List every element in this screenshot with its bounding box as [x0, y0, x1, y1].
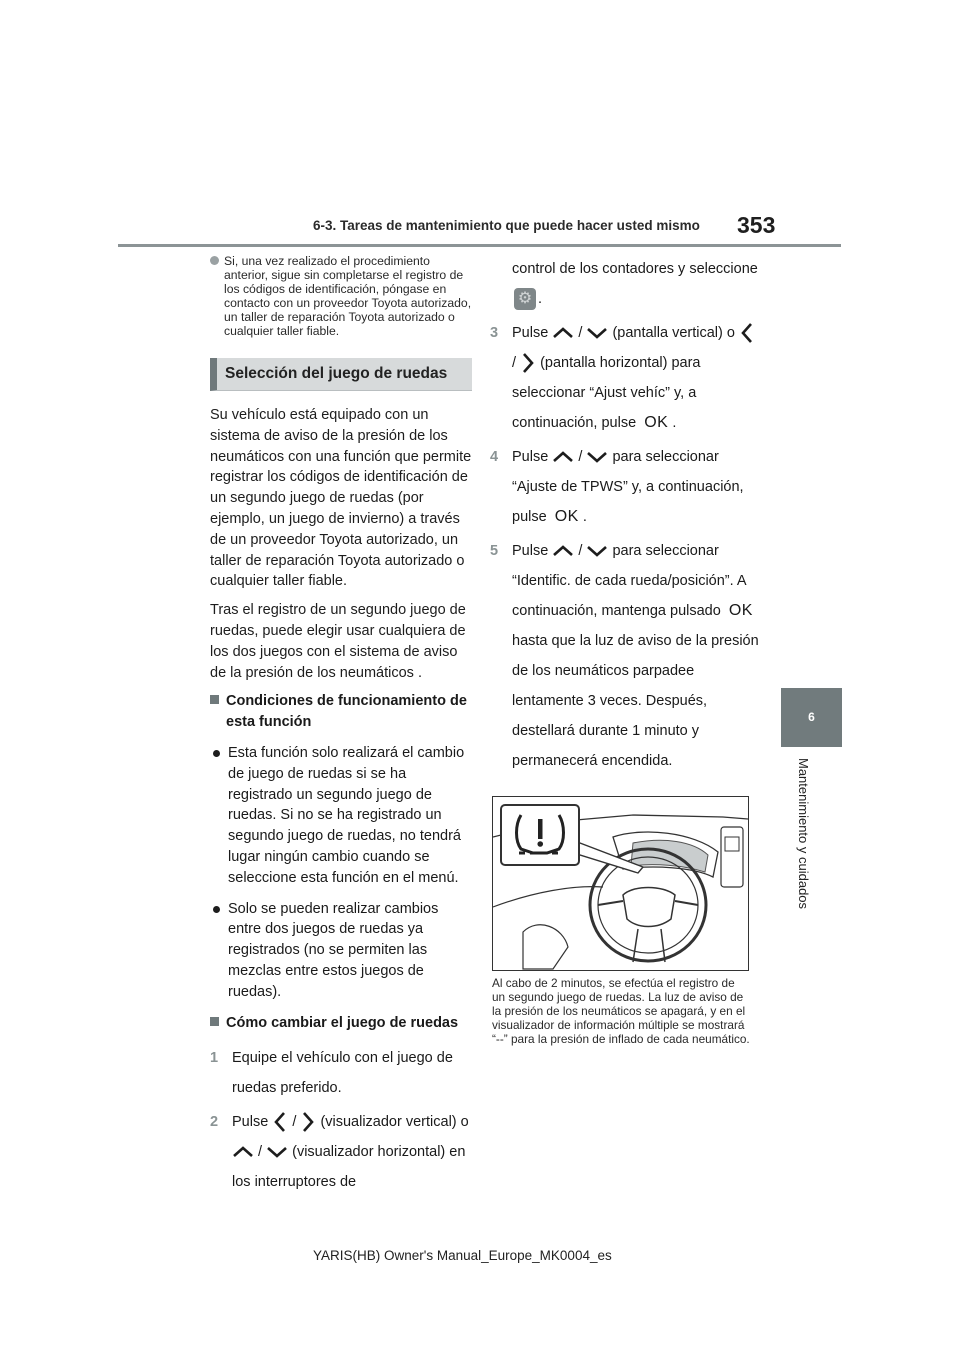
- chapter-header: 6-3. Tareas de mantenimiento que puede hacer usted mismo: [313, 218, 700, 233]
- step-text: Pulse: [232, 1114, 269, 1131]
- step-number: 4: [490, 449, 499, 465]
- step-number: 2: [210, 1114, 219, 1131]
- chapter-tab-label: Mantenimiento y cuidados: [796, 758, 811, 910]
- dot-bullet-icon: [213, 906, 220, 913]
- step-text: control de los contadores y seleccione: [512, 261, 758, 277]
- step-text: (visualizador vertical) o: [320, 1114, 469, 1131]
- step-text: para seleccionar “Identific. de cada rueda/posición”. A continuación, mantenga pulsado: [512, 543, 746, 619]
- step-number: 5: [490, 543, 499, 559]
- bullet-text: Esta función solo realizará el cambio de juego de ruedas si se ha registrado un segundo juego de ruedas. Si no se ha registrado un segundo juego de ruedas, no tendrá lugar ningún cambio cuando se seleccione esta función en el menú.: [228, 744, 465, 886]
- step-number: 1: [210, 1050, 219, 1067]
- chevron-up-icon: [552, 543, 574, 559]
- ok-button-icon: OK: [728, 602, 753, 619]
- step-text: Pulse: [512, 325, 549, 341]
- section-heading: Selección del juego de ruedas: [210, 358, 472, 391]
- second-paragraph: Tras el registro de un segundo juego de ruedas, puede elegir usar cualquiera de los dos juegos con el sistema de aviso de la presión de los neumáticos .: [210, 602, 466, 681]
- slash: /: [258, 1144, 263, 1161]
- slash: /: [578, 325, 583, 341]
- chapter-tab: 6: [781, 688, 842, 747]
- chevron-up-icon: [552, 449, 574, 465]
- step-number: 3: [490, 325, 499, 341]
- ok-button-icon: OK: [644, 414, 669, 431]
- period: .: [672, 415, 677, 431]
- bullet-text: Solo se pueden realizar cambios entre dos juegos de ruedas ya registrados (no se permiten las mezclas entre estos juegos de ruedas).: [228, 900, 439, 1000]
- chevron-up-icon: [552, 325, 574, 341]
- chevron-left-icon: [739, 322, 755, 344]
- slash: /: [512, 355, 517, 371]
- chevron-down-icon: [586, 325, 608, 341]
- chevron-left-icon: [272, 1111, 288, 1133]
- header-divider: [118, 244, 841, 247]
- step-2-continued: [490, 254, 760, 314]
- chevron-down-icon: [586, 543, 608, 559]
- step-text: (visualizador horizontal) en los interruptores de: [232, 1144, 466, 1191]
- square-bullet-icon: [210, 695, 219, 704]
- chevron-right-icon: [300, 1111, 316, 1133]
- step-5: [490, 536, 760, 776]
- dot-bullet-icon: [213, 750, 220, 757]
- chevron-up-icon: [232, 1144, 254, 1160]
- period: .: [538, 291, 543, 307]
- dashboard-illustration: [492, 796, 749, 971]
- page-number: 353: [737, 212, 776, 238]
- subheading-conditions-text: Condiciones de funcionamiento de esta función: [226, 693, 467, 731]
- note-bullet-icon: [210, 256, 219, 265]
- chevron-right-icon: [520, 352, 536, 374]
- slash: /: [578, 449, 583, 465]
- step-2: [210, 1107, 472, 1197]
- step-text: (pantalla vertical) o: [612, 325, 735, 341]
- subheading-change: [210, 1013, 472, 1034]
- bullet-item: [210, 899, 472, 1003]
- slash: /: [292, 1114, 297, 1131]
- subheading-conditions: [210, 691, 472, 733]
- note-text: Si, una vez realizado el procedimiento anterior, sigue sin completarse el registro de los códigos de identificación, póngase en contacto con un proveedor Toyota autorizado, un taller de reparación Toyota autorizado o cualquier taller fiable.: [224, 254, 472, 338]
- step-text: Pulse: [512, 543, 549, 559]
- chevron-down-icon: [266, 1144, 288, 1160]
- intro-paragraph: Su vehículo está equipado con un sistema de aviso de la presión de los neumáticos con una función que permite registrar los códigos de identificación de un segundo juego de ruedas (por ejemplo, un juego de invierno) a través de un proveedor Toyota autorizado, un taller de reparación Toyota autorizado o cualquier taller fiable.: [210, 407, 472, 590]
- ok-button-icon: OK: [554, 508, 579, 525]
- square-bullet-icon: [210, 1017, 219, 1026]
- gear-icon: ⚙: [514, 288, 536, 310]
- note: [210, 254, 472, 338]
- step-4: [490, 442, 760, 532]
- step-text: (pantalla horizontal) para seleccionar “Ajust vehíc” y, a continuación, pulse: [512, 355, 701, 431]
- figure-caption: Al cabo de 2 minutos, se efectúa el registro de un segundo juego de ruedas. La luz de aviso de la presión de los neumáticos se apagará, y en el visualizador de información múltiple se mostrará “--” para la presión de inflado de cada neumático.: [492, 976, 750, 1046]
- step-3: [490, 318, 760, 438]
- period: .: [582, 509, 587, 525]
- steering-wheel-illustration: [493, 797, 748, 970]
- step-text: para seleccionar “Ajuste de TPWS” y, a continuación, pulse: [512, 449, 744, 525]
- slash: /: [578, 543, 583, 559]
- step-1: [210, 1043, 472, 1103]
- subheading-change-text: Cómo cambiar el juego de ruedas: [226, 1014, 459, 1031]
- right-column: [490, 254, 760, 780]
- bullet-item: [210, 743, 472, 889]
- step-text: Pulse: [512, 449, 549, 465]
- step-text: Equipe el vehículo con el juego de ruedas preferido.: [232, 1050, 453, 1097]
- footer-manual-id: YARIS(HB) Owner's Manual_Europe_MK0004_es: [313, 1248, 612, 1263]
- step-text: hasta que la luz de aviso de la presión de los neumáticos parpadee lentamente 3 veces. Después, destellará durante 1 minuto y permanecerá encendida.: [512, 633, 759, 769]
- chevron-down-icon: [586, 449, 608, 465]
- left-column: [210, 254, 472, 1201]
